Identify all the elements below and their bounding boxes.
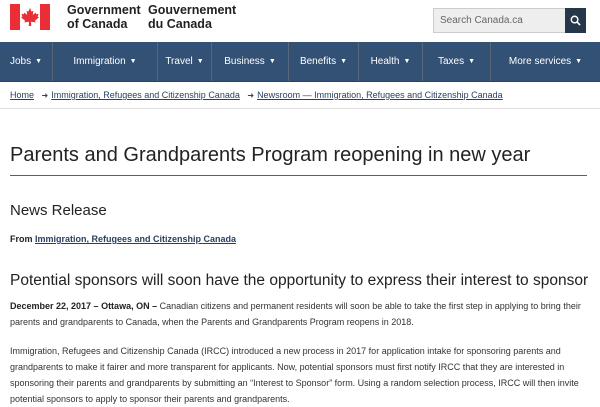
search-input[interactable] xyxy=(433,8,565,33)
menu-item-label: Immigration xyxy=(73,56,126,67)
menu-item-label: Travel xyxy=(165,56,193,67)
menu-item-label: Jobs xyxy=(9,56,32,67)
title-underline xyxy=(10,175,587,176)
menu-item-benefits[interactable] xyxy=(289,42,359,81)
menu-item-health[interactable] xyxy=(359,42,423,81)
release-subheading: Potential sponsors will soon have the opportunity to express their interest to sponsor xyxy=(10,272,589,289)
chevron-down-icon: ▼ xyxy=(196,58,204,65)
search-button[interactable] xyxy=(565,8,586,33)
chevron-down-icon: ▼ xyxy=(268,58,276,65)
department-link[interactable]: Immigration, Refugees and Citizenship Canada xyxy=(35,234,237,244)
signature-en-line2: of Canada xyxy=(67,17,128,31)
breadcrumb-newsroom-link[interactable]: Newsroom — Immigration, Refugees and Citizenship Canada xyxy=(257,90,503,100)
dateline: December 22, 2017 – Ottawa, ON – xyxy=(10,301,158,311)
search-icon xyxy=(570,15,581,26)
menu-item-more-services[interactable] xyxy=(491,42,600,81)
signature-en-line1: Government xyxy=(67,3,141,17)
chevron-down-icon: ▼ xyxy=(575,58,583,65)
breadcrumb-arrow-icon: ➜ xyxy=(247,91,255,100)
menu-item-immigration[interactable] xyxy=(53,42,158,81)
page-title: Parents and Grandparents Program reopening in new year xyxy=(10,144,531,166)
body-paragraph-2: Immigration, Refugees and Citizenship Canada (IRCC) introduced a new process in 2017 for application intake for sponsoring parents and grandparents to make it fairer and more transparent for applicants. Now, potential sponsors must first notify IRCC that they are interested in sponsoring their parents and grandparents by submitting an “Interest to Sponsor” form. Using a random selection process, IRCC will then invite potential sponsors to apply to sponsor their parents and grandparents. xyxy=(10,346,579,404)
menu-item-label: Business xyxy=(224,56,265,67)
menu-item-label: More services xyxy=(508,56,572,67)
breadcrumb-home-link[interactable]: Home xyxy=(10,90,35,100)
menu-item-jobs[interactable] xyxy=(0,42,53,81)
menu-item-label: Benefits xyxy=(299,56,337,67)
signature-fr-line1: Gouvernement xyxy=(148,3,237,17)
chevron-down-icon: ▼ xyxy=(129,58,137,65)
menu-item-label: Health xyxy=(370,56,400,67)
breadcrumb-divider xyxy=(0,108,600,109)
government-of-canada-wordmark[interactable] xyxy=(67,3,141,31)
chevron-down-icon: ▼ xyxy=(35,58,43,65)
menu-item-label: Taxes xyxy=(437,56,465,67)
canada-flag-icon[interactable] xyxy=(10,4,50,30)
menu-item-taxes[interactable] xyxy=(423,42,491,81)
chevron-down-icon: ▼ xyxy=(468,58,476,65)
paragraph-1-text: Canadian citizens and permanent residents will soon be able to take the first step in applying to bring their parents and grandparents to Canada, when the Parents and Grandparents Program reopens in 2018. xyxy=(10,301,581,327)
body-paragraph-1 xyxy=(10,298,590,330)
main-menu xyxy=(0,42,600,82)
document-type: News Release xyxy=(10,202,107,219)
menu-item-business[interactable] xyxy=(212,42,289,81)
breadcrumb-ircc-link[interactable]: Immigration, Refugees and Citizenship Canada xyxy=(51,90,240,100)
chevron-down-icon: ▼ xyxy=(403,58,411,65)
signature-fr-line2: du Canada xyxy=(148,17,212,31)
breadcrumb xyxy=(10,90,503,100)
gouvernement-du-canada-wordmark[interactable] xyxy=(148,3,236,31)
breadcrumb-arrow-icon: ➜ xyxy=(41,91,49,100)
menu-item-travel[interactable] xyxy=(158,42,212,81)
search-form xyxy=(433,8,586,33)
site-header xyxy=(0,0,600,42)
chevron-down-icon: ▼ xyxy=(340,58,348,65)
from-label: From xyxy=(10,234,33,244)
from-line xyxy=(10,234,236,244)
